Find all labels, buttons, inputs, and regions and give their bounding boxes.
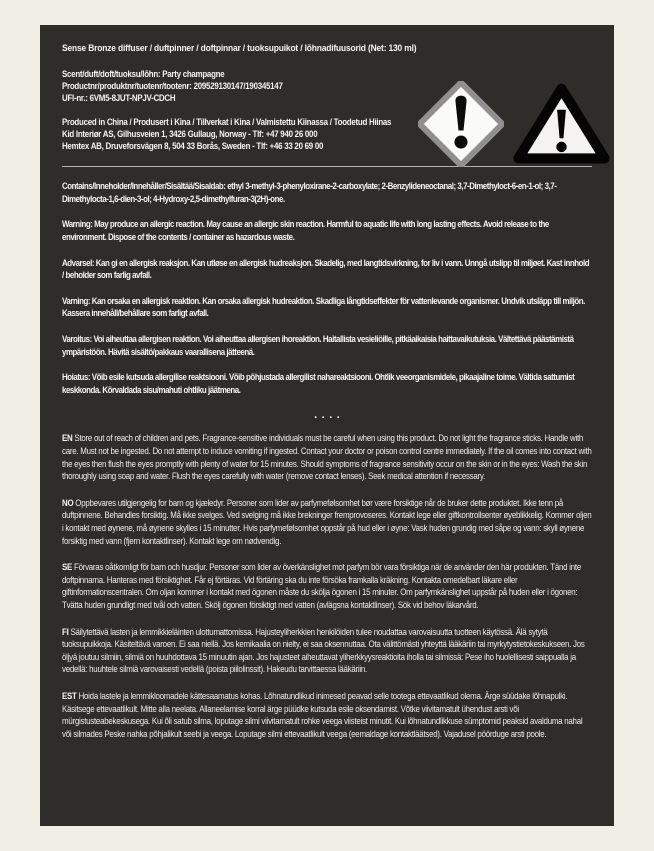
instructions-se (62, 561, 592, 611)
label-header (62, 42, 592, 153)
scent-line: Scent/duft/doft/tuoksu/lõhn: Party champagne (62, 69, 225, 79)
producer-address-sweden: Hemtex AB, Druveforsvägen 8, 504 33 Borås, Sweden - Tlf: +46 33 20 69 00 (62, 140, 324, 151)
dots-separator: .... (314, 409, 345, 422)
hazard-statement-fi: Varoitus: Voi aiheuttaa allergisen reaktion. Voi aiheuttaa allergisen ihoreaktion. Haitallista vesieliöille, pitkäaikaisia haittavaikutuksia. Vältettävä päästämistä ympäristöön. Hävitä sisältö/pakkaus vaarallisena jätteenä. (62, 334, 574, 357)
hazard-statement-no: Advarsel: Kan gi en allergisk reaksjon. Kan utløse en allergisk hudreaksjon. Skadelig, med langtidsvirkning, for liv i vann. Unngå utslipp til miljøet. Kast innhold / beholder som farlig avfall. (62, 257, 590, 281)
instructions-en (62, 432, 592, 482)
produced-in-line: Produced in China / Produsert i Kina / Tillverkat i Kina / Valmistettu Kiinassa / Toodetud Hiinas (62, 117, 392, 128)
instructions-en-text: Store out of reach of children and pets. Fragrance-sensitive individuals must be careful when using this product. Do not light the fragrance sticks. Handle with care. Must not be ingested. Do not attempt to induce vomiting if ingested. Contact your doctor or poison control centre immediately. If the oil comes into contact with the eyes then flush the eyes promptly with plenty of water for 15 minutes. Should symptoms of fragrance sensitivity occur on the skin or in the eyes: Wash the skin thoroughly using soap and water. Flush the eyes carefully with water (remove contact lenses). Seek medical attention if necessary. (62, 433, 592, 482)
producer-address-norway: Kid Interiør AS, Gilhusveien 1, 3426 Gullaug, Norway - Tlf: +47 940 26 000 (62, 129, 318, 140)
ghs07-exclamation-diamond-icon (418, 81, 504, 167)
hazard-statement-est: Hoiatus: Võib esile kutsuda allergilise reaktsiooni. Võib põhjustada allergilist nahareaktsiooni. Ohtlik veeorganismidele, pikaajaline toime. Vältida sattumist keskkonda. Kõrvaldada sisu/mahuti ohtliku jäätmena. (62, 372, 575, 395)
hazard-statement-se: Varning: Kan orsaka en allergisk reaktion. Kan orsaka allergisk hudreaktion. Skadliga långtidseffekter för vattenlevande organismer. Undvik utsläpp till miljön. Kassera innehåll/behållare som farligt avfall. (62, 295, 585, 319)
instructions-se-text: Förvaras oåtkomligt för barn och husdjur. Personer som lider av överkänslighet mot parfym bör vara försiktiga när de använder den här produkten. Tänd inte doftpinnarna. Hanteras med försiktighet. Får ej förtäras. Vid förtäring ska du inte försöka framkalla kräkning. Kontakta omedelbart läkare eller giftinformationscentralen. Om oljan kommer i kontakt med ögonen måste du skölja ögonen i 15 minuter. Om parfymkänslighet uppstår på huden eller i ögonen: Tvätta huden grundligt med tvål och vatten. Skölj ögonen försiktigt med vatten (avlägsna kontaktlinser). Sök vid behov läkarvård. (62, 562, 581, 610)
contains-statement: Contains/Inneholder/Innehåller/Sisältää/Sisaldab: ethyl 3-methyl-3-phenyloxirane-2-carboxylate; 2-Benzylideneoctanal; 3,7-Dimethyloct-6-en-1-ol; 3,7-Dimethylocta-1,6-dien-3-ol; 4-Hydroxy-2,5-dimethylfuran-3(2H)-one. (62, 181, 557, 204)
instructions-section (62, 432, 592, 740)
instructions-no (62, 497, 592, 547)
instructions-est-text: Hoida lastele ja lemmikloomadele kättesaamatus kohas. Lõhnatundlikud inimesed peavad selle tootega ettevaatlikud olema. Ärge süüdake lõhnapulki. Käsitsege ettevaatlikult. Mitte alla neelata. Allaneelamise korral ärge püüdke kutsuda esile oksendamist. Võtke viivitamatult ühendust arsti või mürgistusteabekeskusega. Kui õli satub silma, loputage silmi viivitamatult rohke veega viisteist minutit. Kui lõhnatundlikkuse sümptomid peaksid avalduma nahal või silmades Peske nahka põhjalikult seebi ja veega. Loputage silmi ettevaatlikult veega (eemaldage kontaktläätsed). Vajadusel pöörduge arsti poole. (62, 690, 583, 739)
warning-triangle-icon (511, 80, 612, 167)
instructions-est (62, 690, 592, 740)
lang-code-fi: FI (62, 626, 69, 637)
lang-code-no: NO (62, 497, 74, 508)
ufi-line: UFI-nr.: 6VM5-8JUT-NPJV-CDCH (62, 92, 176, 103)
hazard-pictograms (418, 80, 612, 167)
hazard-section (62, 180, 592, 396)
lang-code-est: EST (62, 690, 77, 701)
product-title: Sense Bronze diffuser / duftpinner / doftpinnar / tuoksupuikot / lõhnadifuusorid (Net: 130 ml) (62, 43, 417, 54)
instructions-no-text: Oppbevares utilgjengelig for barn og kjæledyr. Personer som lider av parfymefølsomhet bør være forsiktige når de bruker dette produktet. Ikke tenn på duftpinnene. Behandles forsiktig. Må ikke svelges. Ved svelging må ikke brekninger fremprovoseres. Kontakt lege eller giftkontrollsenter øyeblikkelig. Kommer oljen i kontakt med øynene, må øynene skylles i 15 minutter. Hvis parfymefølsomhet oppstår på hud eller i øyne: Vask huden grundig med såpe og vann: skyll øynene forsiktig med vann (fjern kontaktlinser). Kontakt lege om nødvendig. (62, 497, 592, 546)
instructions-fi-text: Säilytettävä lasten ja lemmikkieläinten ulottumattomissa. Hajusteyliherkkien henkilöiden tulee noudattaa varovaisuutta tuotteen käytössä. Älä sytytä tuoksupuikkoja. Käsiteltävä varoen. Ei saa niellä. Jos kemikaalia on nielty, ei saa oksennuttaa. Ota välittömästi yhteyttä lääkäriin tai myrkytystietokeskukseen. Jos öljyä joutuu silmiin, silmiä on huuhdottava 15 minuutin ajan. Jos hajusteet aiheuttavat yliherkkyysreaktioita iholla tai silmissä: Pese iho huolellisesti saippualla ja vedellä: huuhtele silmiä varovaisesti vedellä (poista piilolinssit). Hakeudu tarvittaessa lääkäriin. (62, 626, 585, 675)
instructions-fi (62, 626, 592, 676)
product-number-line: Productnr/produktnr/tuotenr/tootenr: 209529130147/190345147 (62, 80, 283, 91)
lang-code-en: EN (62, 433, 73, 444)
hazard-statement-en: Warning: May produce an allergic reaction. May cause an allergic skin reaction. Harmful to aquatic life with long lasting effects. Avoid release to the environment. Dispose of the contents / container as hazardous waste. (62, 219, 549, 243)
lang-code-se: SE (62, 562, 73, 573)
product-label (40, 25, 614, 826)
